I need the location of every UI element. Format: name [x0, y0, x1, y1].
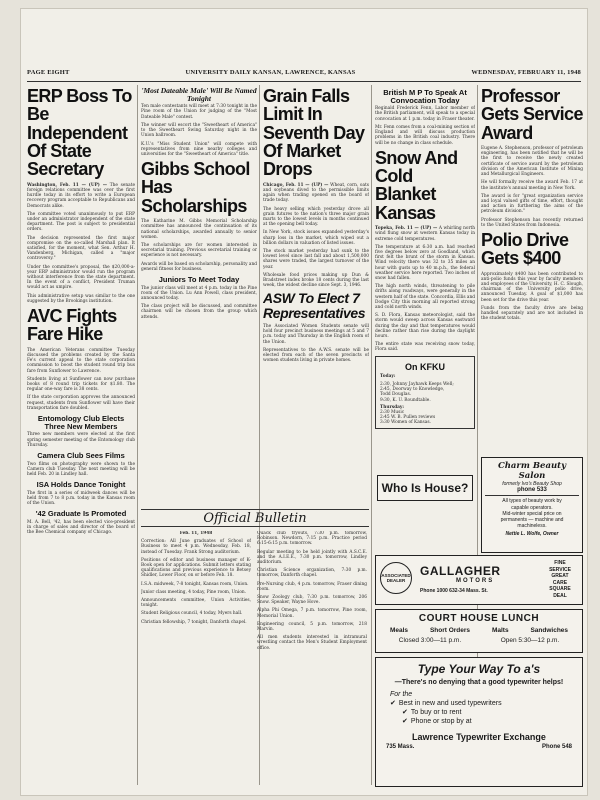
bulletin-item: Engineering council, 5 p.m. tomorrow, 218 Marvin.: [257, 621, 367, 633]
bulletin-left: [141, 531, 251, 791]
article-text: The class project will be discussed, and committee chairmen will be chosen from the group which attends.: [141, 304, 257, 320]
bulletin-item: Christian fellowship, 7 tonight, Danforth chapel.: [141, 619, 247, 625]
article-text: Reginald Frederick Fenn, Labor member of the British parliament, will speak to a special convocation at 1 p.m. today in Fraser theater.: [375, 106, 475, 122]
gallagher-sub: MOTORS: [456, 578, 495, 584]
article-text: Under the committee's proposal, the $20,000-a-year ERP administrator would run the program without interference from the state department. In the event of a conflict, President Truman would act as umpire.: [27, 264, 135, 291]
column-divider: [371, 85, 372, 785]
headline-snow: Snow And Cold Blanket Kansas: [375, 147, 458, 223]
article-text: The temperature at 6:30 a.m. had reached five degrees below zero at Goodland, which first felt the brunt of the storm in Kansas. Wind velocity there was 32 to 35 miles an hour with gusts up to 40 m.p.h., the federal weather service here reported. Two inches of snow had fallen.: [375, 244, 475, 281]
lunch-hours: Closed 3:00—11 p.m. Open 5:30—12 p.m.: [398, 637, 560, 644]
kfku-line: 2:45, Doorway to Knowledge,: [380, 387, 445, 393]
article-text: The entire state was receiving snow today, Flora said.: [375, 342, 475, 353]
charm-line: permanents — machine and: [500, 517, 564, 524]
column-4: [375, 85, 475, 505]
charm-line: machineless.: [517, 523, 547, 530]
article-text: Washington, Feb. 11 — (UP) — The senate foreign relations committee was over the first hurdle today in its effort to write a European recovery program acceptable to Republicans and Democrats alike.: [27, 182, 135, 209]
official-bulletin-title: Official Bulletin: [141, 509, 369, 527]
article-text: In New York, stock issues expanded yesterday's sharp loss in the market, which wiped out a billion dollars in valuation of listed issues.: [263, 230, 369, 246]
typewriter-for: For the: [390, 691, 413, 698]
charm-title: Charm Beauty Salon: [497, 461, 567, 481]
court-house-lunch-ad: [375, 609, 583, 653]
kfku-title: On KFKU: [405, 361, 445, 372]
bulletin-item: Pre-Nursing club, 4 p.m. tomorrow, Fraser dining room.: [257, 581, 367, 592]
article-text: This administrative setup was similar to the one suggested by the Brookings institution.: [27, 293, 135, 304]
article-text: Approximately $400 has been contributed to anti-polio funds this year by faculty members and employees of the University, H. C. Slough, chairman of the University polio drive, announced Tuesday. A goal of $1,000 has been set for the drive this year.: [481, 271, 583, 303]
headline-gibbs: Gibbs School Has Scholarships: [141, 159, 250, 216]
kfku-subtitle: Thursday:: [380, 404, 405, 410]
paper-name: UNIVERSITY DAILY KANSAN, LAWRENCE, KANSAS: [185, 68, 356, 76]
article-text: Chicago, Feb. 11 — (UP) — Wheat, corn, oats and soybeans dived to the permissible limits again when trading opened on the board of trade today.: [263, 182, 369, 204]
article-text: Students living at Sunflower can now purchase books of 8 round trip tickets for $1.80. The regular one-way fare is 38 cents.: [27, 376, 135, 393]
typewriter-item: ✔ To buy or to rent: [402, 708, 462, 716]
article-text: The junior class will meet at 4 p.m. today in the Pine room of the Union. Lu Ann Powell, class president, announced today.: [141, 285, 257, 302]
typewriter-sub: —There's no denying that a good typewriter helps!: [394, 679, 564, 686]
column-3: [263, 85, 369, 505]
article-text: The winner will escort the "Sweetheart of America" to the Sweetheart Swing Saturday night in the Union ballroom.: [141, 122, 257, 139]
article-text: The Associated Women Students senate will hold four precinct business meetings at 5 and 7 p.m. today and Thursday in the English room of the Union.: [263, 323, 369, 345]
article-text: The high north winds, threatening to pile drifts along roadways, were generally in the western half of the state. Concordia, Ellis and Dodge City this morning all reported strong and cold north winds.: [375, 284, 475, 310]
article-text: The Katharine M. Gibbs Memorial Scholarship committee has announced the continuation of its national scholarships, awarded annually to senior women.: [141, 219, 257, 240]
newspaper-page: [20, 8, 588, 796]
article-text: Three new members were elected at the first spring semester meeting of the Entomology club Thursday.: [27, 432, 135, 448]
column-divider: [137, 85, 138, 785]
gallagher-address: Phone 1000 632-34 Mass. St.: [420, 588, 488, 594]
associated-dealer-seal: ASSOCIATED DEALER: [380, 562, 412, 594]
article-text: Two films on photography were shown to the Camera club Tuesday. The next meeting will be held Feb. 20 in Lindley hall.: [27, 461, 135, 477]
typewriter-title: Type Your Way To a's: [417, 662, 541, 676]
article-text: Funds from the faculty drive are being handled separately and are not included in the student totals.: [481, 305, 583, 322]
bulletin-item: Regular meeting to be held jointly with A.S.C.E. and the A.I.E.E., 7:30 p.m. tomorrow, Lindley auditorium.: [257, 549, 367, 566]
charm-phone: phone 533: [517, 487, 547, 494]
article-text: Wholesale food prices making up Dun & Bradstreet index broke 18 cents during the last week, the widest decline since Sept. 3, 1946.: [263, 272, 369, 289]
issue-date: WEDNESDAY, FEBRUARY 11, 1948: [471, 68, 581, 76]
headline-entomology: Entomology Club Elects Three New Members: [37, 414, 125, 431]
charm-owner: Nettie L. Wolfe, Owner: [505, 531, 559, 538]
article-text: Representatives to the A.W.S. senate will be elected from each of the seven precincts of women students living in private homes.: [263, 347, 369, 364]
headline-avc: AVC Fights Fare Hike: [27, 306, 117, 345]
kfku-line: Todd Douglas.: [380, 392, 412, 398]
bulletin-item: Positions of editor and business manager of K-Book open for applications. Submit letters stating qualifications and previous experience to Betsey Shidler, Lower Floor, on or before Feb. 18.: [141, 557, 251, 579]
lunch-title: COURT HOUSE LUNCH: [418, 613, 540, 624]
masthead: [27, 65, 581, 79]
headline-asw: ASW To Elect 7 Representatives: [263, 290, 366, 321]
article-text: The award is for "great organization service and loyal valued gifts of time, effort, thought and action in furthering the aims of the petroleum division.": [481, 193, 583, 215]
headline-isa: ISA Holds Dance Tonight: [36, 480, 126, 490]
article-text: Professor Stephenson has recently returned to the United States from Indonesia.: [481, 217, 583, 228]
article-text: The committee voted unanimously to put ERP under an administrator independent of the state department. The post is subject to presidential orders.: [27, 211, 135, 233]
who-is-house-ad: [377, 475, 473, 501]
article-text: Ten male contestants will meet at 7:30 tonight in the Pine room of the Union for judging of the "Most Dateable Male" contest.: [141, 104, 257, 120]
typewriter-contact: 735 Mass. Phone 548: [386, 744, 572, 750]
who-is-house-text: Who Is House?: [381, 481, 469, 495]
bulletin-item: Announcements committee, Union Activities, tonight.: [141, 598, 251, 609]
article-text: The heavy selling which yesterday drove all grain futures to the nation's three major grain marts to the lowest levels in months continued at the opening bell today.: [263, 206, 369, 228]
headline-camera: Camera Club Sees Films: [37, 450, 125, 460]
headline-british-mp: British M P To Speak At Convocation Today: [383, 88, 467, 105]
bulletin-item: I.S.A. midweek, 7-8 tonight, Kansas room, Union.: [141, 581, 249, 587]
gallagher-tag: FINE SERVICE GREAT CARE SQUARE DEAL: [549, 560, 571, 599]
kfku-line: 2:30, Johnny Jayhawk Keeps Well;: [380, 381, 454, 387]
kfku-line: 2:45 W. B. Pullen reviews: [380, 415, 436, 421]
gallagher-name: GALLAGHER: [420, 564, 501, 578]
kfku-line: 9:30, K. U. Roundtable.: [380, 397, 431, 403]
article-text: Mr. Fenn comes from a coal-mining section of England and will discuss production problems in the British coal industry. There will be no change in class schedule.: [375, 124, 475, 146]
headline-erp: ERP Boss To Be Independent Of State Secretary: [27, 86, 132, 180]
page-number: PAGE EIGHT: [27, 68, 70, 76]
bulletin-item: Junior class meeting, 4 today, Pine room, Union.: [141, 589, 247, 595]
typewriter-name: Lawrence Typewriter Exchange: [412, 732, 546, 742]
charm-line: capable operators.: [511, 504, 553, 511]
bulletin-item: Student Religious council, 4 today, Myers hall.: [141, 611, 243, 617]
charm-line: All types of beauty work by: [502, 498, 562, 505]
column-2: [141, 85, 257, 505]
kfku-line: 3:30 Women of Kansas.: [380, 420, 431, 426]
typewriter-item: ✔ Phone or stop by at: [402, 717, 472, 725]
charm-line: Mid-winter special price on: [502, 510, 562, 517]
masthead-rule: [27, 81, 581, 82]
headline-polio: Polio Drive Gets $400: [481, 229, 569, 269]
lunch-items: Meals Short Orders Malts Sandwiches: [389, 627, 569, 634]
kfku-box: [375, 356, 475, 429]
article-text: He will formally receive the award Feb. 17 at the institute's annual meeting in New York.: [481, 180, 583, 191]
article-text: Topeka, Feb. 11 — (UP) — A whirling north wind flung snow at western Kansas today in extreme cold temperatures.: [375, 226, 475, 242]
article-text: The first in a series of midweek dances will be held from 7 to 8 p.m. today in the Kansas room of the Union.: [27, 490, 135, 507]
bulletin-item: Christian Science organization, 7:30 p.m. tomorrow, Danforth chapel.: [257, 568, 367, 579]
charm-beauty-ad: [481, 457, 583, 553]
bulletin-item: Snow Zoology club, 7:30 p.m. tomorrow, 206 Snow. Speaker, Wayne Hove.: [257, 595, 367, 606]
article-text: The stock market yesterday had sunk to the lowest level since last fall and about 1,500,000 shares were traded, the largest turnover of the year.: [263, 249, 369, 270]
gallagher-motors-ad: [375, 555, 583, 605]
article-text: The scholarships are for women interested in secretarial training. Previous secretarial training or experience is not necessary.: [141, 243, 257, 259]
article-text: K.U.'s "Miss Student Union" will compete with representatives from nine nearby colleges and universities for the "Sweetheart of America" title.: [141, 141, 257, 157]
headline-grain: Grain Falls Limit In Seventh Day Of Market Drops: [263, 86, 365, 180]
bulletin-right: [257, 531, 367, 791]
headline-professor: Professor Gets Service Award: [481, 86, 583, 143]
headline-juniors: Juniors To Meet Today: [158, 275, 240, 285]
bulletin-item: Quack club tryouts, 7:30 p.m. tomorrow, Robinson. Newdorn, 7:15 p.m. Practice period 6:15-6:15 p.m. tomorrow.: [257, 531, 367, 547]
kfku-line: 2:30 Music: [380, 410, 405, 415]
bulletin-item: Feb. 11, 1948: [179, 531, 213, 536]
article-text: The American Veterans committee Tuesday discussed the problems created by the Santa Fe's current appeal to the state corporation commission to boost the student round trip bus fare from Sunflower to Lawrence.: [27, 347, 135, 374]
article-text: S. D. Flora, Kansas meteorologist, said the storm would sweep across Kansas eastward during the day and that temperatures would decline rather than rise during the daylight hours.: [375, 313, 475, 339]
bulletin-item: Alpha Phi Omega, 7 p.m. tomorrow, Pine room, Memorial Union.: [257, 608, 367, 619]
article-text: Awards will be based on scholarship, personality and general fitness for business.: [141, 261, 257, 272]
headline-dateable-male: 'Most Dateable Male' Will Be Named Tonight: [141, 86, 257, 103]
column-1: [27, 85, 135, 790]
article-text: The decision represented the first major compromise on the so-called Marshall plan. It satisfied, for the moment, what Sen. Arthur H. Vandenberg, Michigan, called a "major controversy.": [27, 235, 135, 262]
typewriter-ad: [375, 657, 583, 787]
column-5: [481, 85, 583, 505]
bulletin-item: All men students interested in intramural wrestling contact the Men's Student Employment office.: [257, 635, 367, 651]
article-text: M. A. Bell, '42, has been elected vice-president in charge of sales and director of the board of the Bee Chemical company of Chicago.: [27, 520, 135, 536]
charm-sub: formerly Ivo's Beauty Shop: [502, 481, 562, 487]
article-text: Eugene A. Stephenson, professor of petroleum engineering, has been notified that he will be the first to receive the newly created certificate of service award by the petroleum division of the American Institute of Mining and Metallurgical Engineers.: [481, 146, 583, 178]
typewriter-item: ✔ Best in new and used typewriters: [390, 699, 502, 707]
bulletin-item: Correction: All June graduates of School of Business to meet 4 p.m. Wednesday, Feb. 18, instead of Tuesday. Frank Strong auditorium.: [141, 539, 251, 555]
headline-graduate: '42 Graduate Is Promoted: [35, 509, 127, 519]
article-text: If the state corporation approves the announced request, students from Sunflower will have their transportation fare doubled.: [27, 395, 135, 411]
kfku-subtitle: Today:: [380, 373, 396, 379]
